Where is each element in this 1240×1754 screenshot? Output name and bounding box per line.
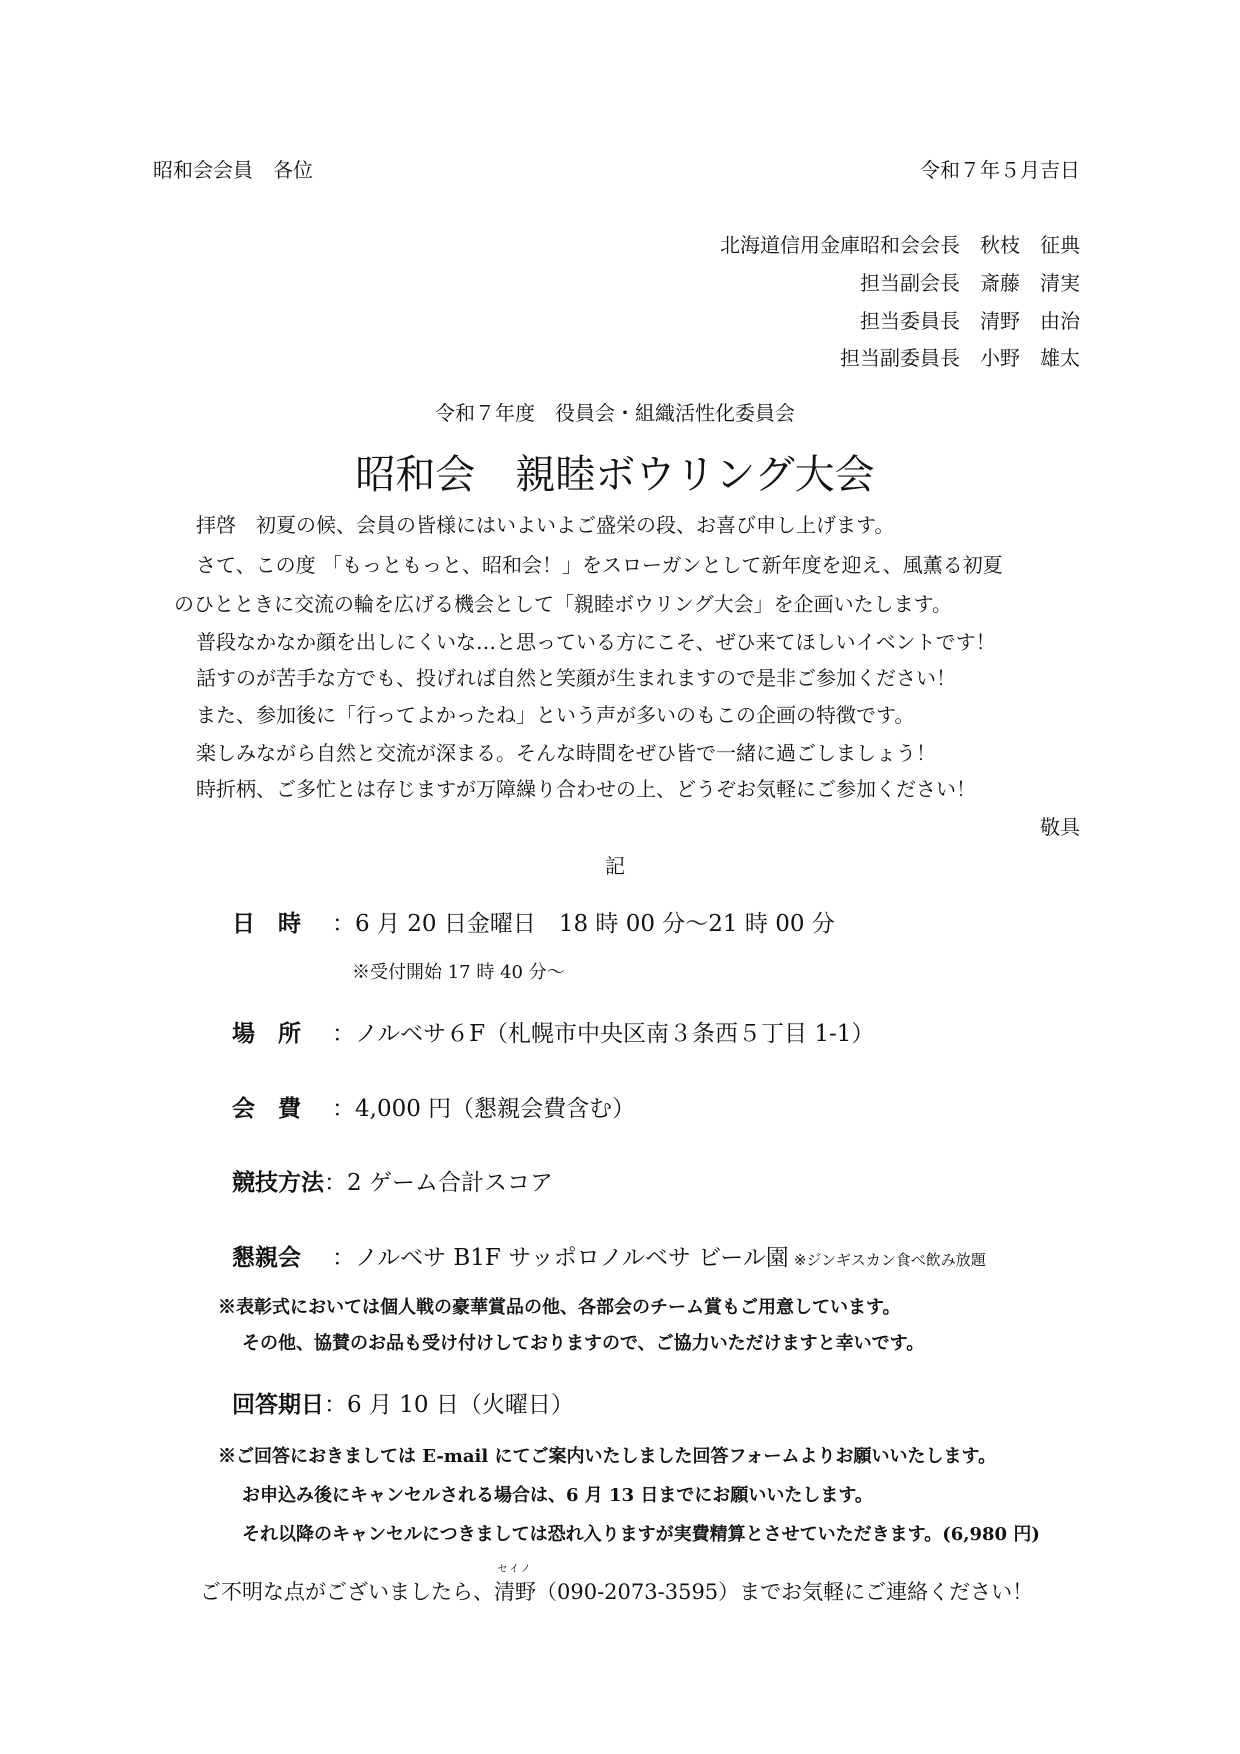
reception-note: ※受付開始 17 時 40 分～ xyxy=(352,962,565,983)
closing: 敬具 xyxy=(1040,815,1080,839)
contact-line xyxy=(200,1564,1034,1606)
party-note: ※ジンギスカン食べ飲み放題 xyxy=(793,1251,986,1269)
detail-fee xyxy=(232,1090,635,1123)
party-value: ：ノルベサ B1F サッポロノルベサ ビール園 xyxy=(332,1245,789,1271)
contact-ruby: セイノ xyxy=(497,1564,533,1575)
datetime-label: 日 時 xyxy=(232,910,301,937)
signatory-vice-chairman: 担当副会長 斎藤 清実 xyxy=(860,271,1080,295)
answer-note-line: お申込み後にキャンセルされる場合は、6 月 13 日までにお願いいたします。 xyxy=(242,1485,873,1506)
datetime-value: ：6 月 20 日金曜日 18 時 00 分～21 時 00 分 xyxy=(332,911,835,937)
page-title: 昭和会 親睦ボウリング大会 xyxy=(355,452,875,498)
answer-note-line: それ以降のキャンセルにつきましては恐れ入りますが実費精算とさせていただきます。(6,980 円) xyxy=(242,1524,1040,1545)
body-line: 普段なかなか顔を出しにくいな…と思っている方にこそ、ぜひ来てほしいイベントです！ xyxy=(196,630,996,654)
place-label: 場 所 xyxy=(232,1020,301,1047)
contact-name: 清野 xyxy=(494,1580,536,1604)
body-line: また、参加後に「行ってよかったね」という声が多いのもこの企画の特徴です。 xyxy=(196,703,915,727)
method-value: ：2 ゲーム合計スコア xyxy=(324,1170,553,1196)
party-label: 懇親会 xyxy=(232,1244,301,1271)
contact-after: （090-2073-3595）までお気軽にご連絡ください！ xyxy=(536,1580,1034,1604)
detail-datetime xyxy=(232,905,835,938)
fee-label: 会 費 xyxy=(232,1095,301,1122)
ki-heading: 記 xyxy=(605,854,625,878)
fee-value: ：4,000 円（懇親会費含む） xyxy=(332,1096,636,1122)
issue-date: 令和７年５月吉日 xyxy=(920,158,1080,182)
body-line: 拝啓 初夏の候、会員の皆様にはいよいよご盛栄の段、お喜び申し上げます。 xyxy=(196,513,895,537)
prize-note-line: ※表彰式においては個人戦の豪華賞品の他、各部会のチーム賞もご用意しています。 xyxy=(218,1297,901,1318)
signatory-chairman: 北海道信用金庫昭和会会長 秋枝 征典 xyxy=(720,233,1080,257)
deadline-label: 回答期日 xyxy=(232,1391,324,1418)
contact-before: ご不明な点がございましたら、 xyxy=(200,1580,494,1604)
answer-note-line: ※ご回答におきましては E-mail にてご案内いたしました回答フォームよりお願いいたします。 xyxy=(218,1446,997,1467)
detail-place xyxy=(232,1015,874,1048)
body-line: 話すのが苦手な方でも、投げれば自然と笑顔が生まれますので是非ご参加ください！ xyxy=(196,666,956,690)
subtitle: 令和７年度 役員会・組織活性化委員会 xyxy=(435,401,795,425)
body-line: 時折柄、ご多忙とは存じますが万障繰り合わせの上、どうぞお気軽にご参加ください！ xyxy=(196,777,976,801)
method-label: 競技方法 xyxy=(232,1169,324,1196)
place-value: ：ノルベサ６F（札幌市中央区南３条西５丁目 1-1） xyxy=(332,1021,875,1047)
detail-method xyxy=(232,1164,553,1197)
prize-note-line: その他、協賛のお品も受け付けしておりますので、ご協力いただけますと幸いです。 xyxy=(242,1333,925,1354)
signatory-vice-committee-chair: 担当副委員長 小野 雄太 xyxy=(840,346,1080,370)
body-line: 楽しみながら自然と交流が深まる。そんな時間をぜひ皆で一緒に過ごしましょう！ xyxy=(196,741,936,765)
deadline-value: ：6 月 10 日（火曜日） xyxy=(324,1392,574,1418)
contact-name-wrap xyxy=(494,1564,536,1606)
detail-party xyxy=(232,1239,986,1272)
deadline xyxy=(232,1386,574,1419)
signatory-committee-chair: 担当委員長 清野 由治 xyxy=(860,309,1080,333)
body-line: のひとときに交流の輪を広げる機会として「親睦ボウリング大会」を企画いたします。 xyxy=(174,592,952,616)
body-line: さて、この度 「もっともっと、昭和会！」をスローガンとして新年度を迎え、風薫る初夏 xyxy=(196,553,1003,577)
recipient: 昭和会会員 各位 xyxy=(153,158,313,182)
